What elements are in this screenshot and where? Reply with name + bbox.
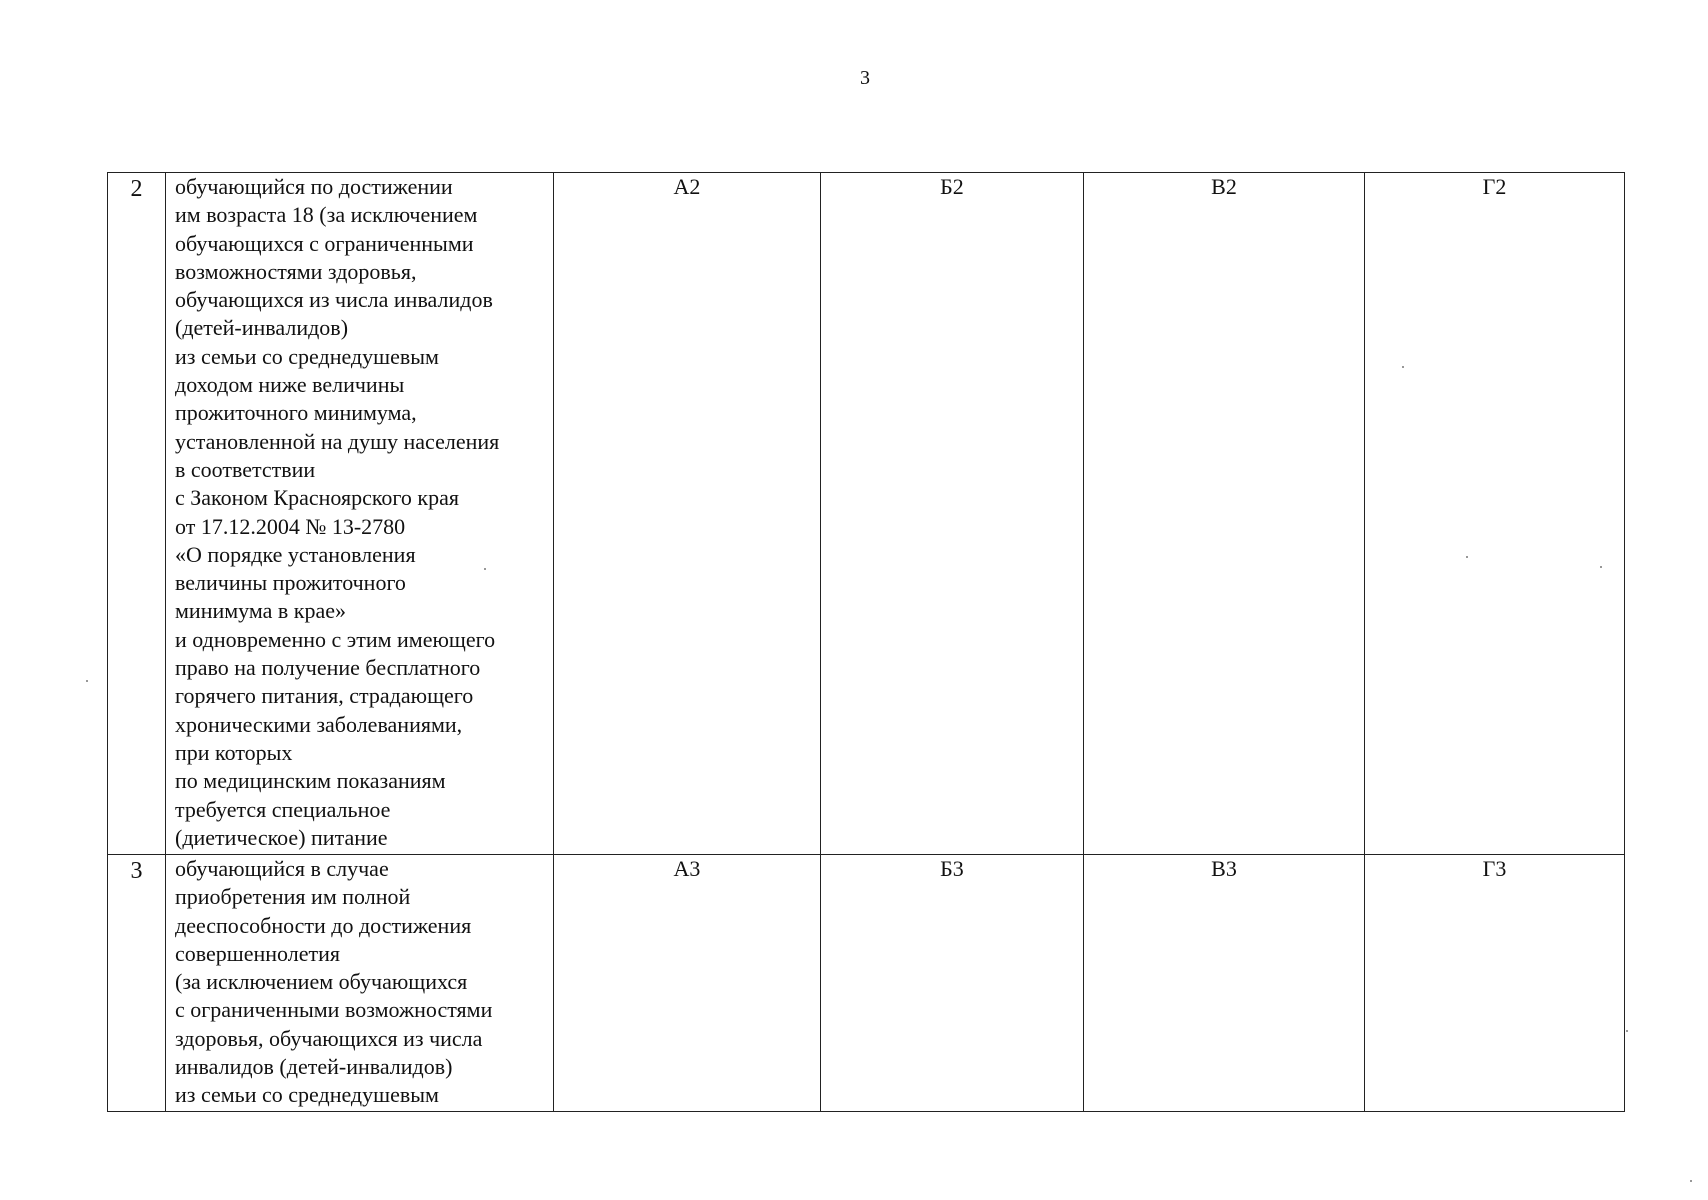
description-line: из семьи со среднедушевым bbox=[175, 343, 439, 369]
description-line: (за исключением обучающихся bbox=[175, 969, 468, 995]
page-number: 3 bbox=[860, 67, 870, 89]
description-line: обучающихся из числа инвалидов bbox=[175, 287, 493, 313]
scan-speck bbox=[1402, 366, 1404, 368]
code-cell-a: А2 bbox=[554, 173, 821, 855]
description-line: прожиточного минимума, bbox=[175, 400, 417, 426]
description-line: дееспособности до достижения bbox=[175, 912, 472, 938]
description-line: «О порядке установления bbox=[175, 541, 416, 567]
code-cell-a: А3 bbox=[554, 855, 821, 1112]
description-line: совершеннолетия bbox=[175, 940, 340, 966]
row-number: 3 bbox=[108, 855, 166, 1112]
description-line: здоровья, обучающихся из числа bbox=[175, 1025, 483, 1051]
code-cell-g: Г3 bbox=[1365, 855, 1625, 1112]
description-line: в соответствии bbox=[175, 456, 316, 482]
description-line: (диетическое) питание bbox=[175, 824, 388, 850]
description-line: хроническими заболеваниями, bbox=[175, 711, 463, 737]
description-line: из семьи со среднедушевым bbox=[175, 1082, 439, 1108]
description-line: при которых bbox=[175, 739, 293, 765]
code-cell-b: Б3 bbox=[821, 855, 1084, 1112]
scan-speck bbox=[1600, 566, 1602, 568]
description-line: обучающихся с ограниченными bbox=[175, 230, 474, 256]
description-line: доходом ниже величины bbox=[175, 372, 405, 398]
code-cell-g: Г2 bbox=[1365, 173, 1625, 855]
description-line: минимума в крае» bbox=[175, 598, 347, 624]
description-line: с Законом Красноярского края bbox=[175, 485, 459, 511]
description-line: возможностями здоровья, bbox=[175, 258, 417, 284]
scan-speck bbox=[86, 680, 88, 682]
description-line: горячего питания, страдающего bbox=[175, 683, 474, 709]
description-line: требуется специальное bbox=[175, 796, 391, 822]
description-line: обучающийся по достижении bbox=[175, 174, 453, 199]
scan-speck bbox=[1466, 556, 1468, 558]
row-description bbox=[166, 173, 554, 855]
description-line: с ограниченными возможностями bbox=[175, 997, 493, 1023]
table-row bbox=[108, 855, 1625, 1112]
description-line: инвалидов (детей-инвалидов) bbox=[175, 1054, 453, 1080]
scan-speck bbox=[1626, 1030, 1628, 1032]
scan-speck bbox=[1690, 1180, 1692, 1182]
description-line: от 17.12.2004 № 13-2780 bbox=[175, 513, 406, 539]
description-line: и одновременно с этим имеющего bbox=[175, 626, 496, 652]
description-line: (детей-инвалидов) bbox=[175, 315, 349, 341]
description-line: право на получение бесплатного bbox=[175, 655, 481, 681]
description-line: установленной на душу населения bbox=[175, 428, 500, 454]
description-line: им возраста 18 (за исключением bbox=[175, 202, 478, 228]
code-cell-v: В2 bbox=[1084, 173, 1365, 855]
code-cell-v: В3 bbox=[1084, 855, 1365, 1112]
benefits-table bbox=[107, 172, 1625, 1112]
row-number: 2 bbox=[108, 173, 166, 855]
description-line: обучающийся в случае bbox=[175, 856, 389, 881]
table-row bbox=[108, 173, 1625, 855]
row-description bbox=[166, 855, 554, 1112]
scan-speck bbox=[484, 568, 486, 570]
description-line: приобретения им полной bbox=[175, 884, 411, 910]
description-line: величины прожиточного bbox=[175, 570, 406, 596]
description-line: по медицинским показаниям bbox=[175, 768, 446, 794]
code-cell-b: Б2 bbox=[821, 173, 1084, 855]
